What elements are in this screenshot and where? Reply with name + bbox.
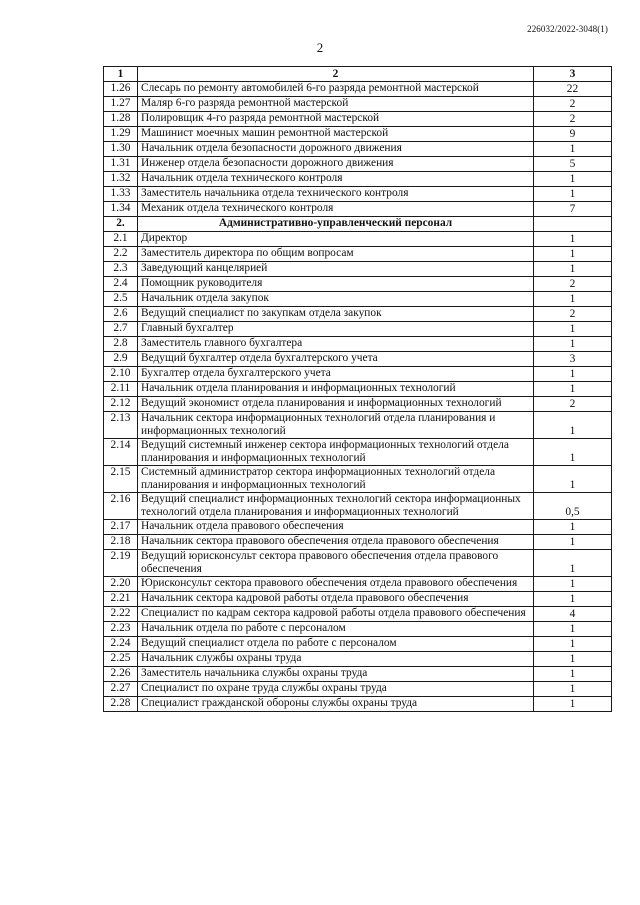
position-quantity: 1 [534, 247, 612, 262]
row-number: 1.32 [104, 172, 138, 187]
position-quantity: 1 [534, 262, 612, 277]
row-number: 2.4 [104, 277, 138, 292]
position-name: Маляр 6-го разряда ремонтной мастерской [138, 97, 534, 112]
position-name: Специалист по кадрам сектора кадровой работы отдела правового обеспечения [138, 607, 534, 622]
position-name: Бухгалтер отдела бухгалтерского учета [138, 367, 534, 382]
position-quantity: 1 [534, 172, 612, 187]
position-quantity: 1 [534, 322, 612, 337]
position-quantity: 1 [534, 292, 612, 307]
table-row [104, 142, 612, 157]
table-row [104, 520, 612, 535]
table-row [104, 397, 612, 412]
position-quantity: 1 [534, 367, 612, 382]
row-number: 2.15 [104, 466, 138, 493]
position-name: Ведущий специалист отдела по работе с персоналом [138, 637, 534, 652]
position-name: Начальник отдела по работе с персоналом [138, 622, 534, 637]
position-name: Механик отдела технического контроля [138, 202, 534, 217]
table-header-row [104, 67, 612, 82]
position-name: Юрисконсульт сектора правового обеспечения отдела правового обеспечения [138, 577, 534, 592]
row-number: 1.34 [104, 202, 138, 217]
row-number: 1.28 [104, 112, 138, 127]
position-name: Ведущий специалист информационных технологий сектора информационных технологий отдела планирования и информационных технологий [138, 493, 534, 520]
table-row [104, 466, 612, 493]
row-number: 2.17 [104, 520, 138, 535]
row-number: 2.12 [104, 397, 138, 412]
position-name: Полировщик 4-го разряда ремонтной мастерской [138, 112, 534, 127]
position-quantity: 0,5 [534, 493, 612, 520]
row-number: 2.26 [104, 667, 138, 682]
table-row [104, 592, 612, 607]
table-row [104, 682, 612, 697]
position-name: Ведущий системный инженер сектора информационных технологий отдела планирования и информационных технологий [138, 439, 534, 466]
position-quantity: 1 [534, 187, 612, 202]
row-number: 2.22 [104, 607, 138, 622]
position-name: Ведущий юрисконсульт сектора правового обеспечения отдела правового обеспечения [138, 550, 534, 577]
position-quantity [534, 217, 612, 232]
row-number: 1.27 [104, 97, 138, 112]
position-quantity: 1 [534, 337, 612, 352]
row-number: 2.14 [104, 439, 138, 466]
position-quantity: 1 [534, 637, 612, 652]
table-row [104, 622, 612, 637]
table-row [104, 493, 612, 520]
position-quantity: 1 [534, 682, 612, 697]
table-row [104, 382, 612, 397]
position-quantity: 2 [534, 397, 612, 412]
position-quantity: 2 [534, 307, 612, 322]
table-row [104, 337, 612, 352]
table-row [104, 535, 612, 550]
position-quantity: 1 [534, 652, 612, 667]
table-row [104, 577, 612, 592]
row-number: 2. [104, 217, 138, 232]
position-quantity: 1 [534, 592, 612, 607]
position-name: Начальник отдела технического контроля [138, 172, 534, 187]
row-number: 2.2 [104, 247, 138, 262]
row-number: 2.24 [104, 637, 138, 652]
position-name: Начальник сектора информационных технологий отдела планирования и информационных технологий [138, 412, 534, 439]
column-header-number: 1 [104, 67, 138, 82]
table-row [104, 697, 612, 712]
table-row [104, 277, 612, 292]
table-row [104, 187, 612, 202]
row-number: 2.10 [104, 367, 138, 382]
position-quantity: 1 [534, 667, 612, 682]
position-quantity: 4 [534, 607, 612, 622]
row-number: 1.33 [104, 187, 138, 202]
position-quantity: 1 [534, 697, 612, 712]
table-row [104, 652, 612, 667]
document-registration-number: 226032/2022-3048(1) [527, 24, 608, 34]
position-name: Заместитель директора по общим вопросам [138, 247, 534, 262]
row-number: 2.7 [104, 322, 138, 337]
position-name: Ведущий специалист по закупкам отдела закупок [138, 307, 534, 322]
table-row [104, 172, 612, 187]
section-row [104, 217, 612, 232]
table-row [104, 607, 612, 622]
table-row [104, 367, 612, 382]
position-name: Специалист по охране труда службы охраны труда [138, 682, 534, 697]
staffing-table-body [104, 67, 612, 712]
position-quantity: 22 [534, 82, 612, 97]
position-quantity: 1 [534, 577, 612, 592]
position-quantity: 1 [534, 382, 612, 397]
position-name: Административно-управленческий персонал [138, 217, 534, 232]
table-row [104, 127, 612, 142]
position-name: Начальник отдела правового обеспечения [138, 520, 534, 535]
position-name: Директор [138, 232, 534, 247]
position-name: Начальник службы охраны труда [138, 652, 534, 667]
position-quantity: 1 [534, 466, 612, 493]
position-name: Системный администратор сектора информационных технологий отдела планирования и информационных технологий [138, 466, 534, 493]
row-number: 2.13 [104, 412, 138, 439]
row-number: 2.6 [104, 307, 138, 322]
position-name: Ведущий бухгалтер отдела бухгалтерского учета [138, 352, 534, 367]
table-row [104, 637, 612, 652]
row-number: 2.21 [104, 592, 138, 607]
position-name: Главный бухгалтер [138, 322, 534, 337]
position-name: Инженер отдела безопасности дорожного движения [138, 157, 534, 172]
position-quantity: 1 [534, 232, 612, 247]
row-number: 2.25 [104, 652, 138, 667]
position-name: Слесарь по ремонту автомобилей 6-го разряда ремонтной мастерской [138, 82, 534, 97]
column-header-position: 2 [138, 67, 534, 82]
table-row [104, 202, 612, 217]
table-row [104, 412, 612, 439]
position-quantity: 1 [534, 535, 612, 550]
table-row [104, 247, 612, 262]
table-row [104, 307, 612, 322]
position-quantity: 1 [534, 412, 612, 439]
position-name: Заместитель главного бухгалтера [138, 337, 534, 352]
row-number: 2.23 [104, 622, 138, 637]
position-quantity: 5 [534, 157, 612, 172]
position-name: Помощник руководителя [138, 277, 534, 292]
position-name: Заведующий канцелярией [138, 262, 534, 277]
row-number: 2.9 [104, 352, 138, 367]
row-number: 2.18 [104, 535, 138, 550]
row-number: 1.31 [104, 157, 138, 172]
row-number: 1.30 [104, 142, 138, 157]
position-quantity: 2 [534, 112, 612, 127]
position-quantity: 3 [534, 352, 612, 367]
table-row [104, 262, 612, 277]
table-row [104, 352, 612, 367]
position-name: Заместитель начальника службы охраны труда [138, 667, 534, 682]
position-quantity: 7 [534, 202, 612, 217]
row-number: 2.1 [104, 232, 138, 247]
row-number: 1.26 [104, 82, 138, 97]
page-number: 2 [316, 40, 324, 55]
position-quantity: 1 [534, 439, 612, 466]
position-quantity: 1 [534, 142, 612, 157]
table-row [104, 157, 612, 172]
position-name: Начальник сектора правового обеспечения отдела правового обеспечения [138, 535, 534, 550]
row-number: 2.3 [104, 262, 138, 277]
table-row [104, 667, 612, 682]
table-row [104, 292, 612, 307]
position-name: Заместитель начальника отдела технического контроля [138, 187, 534, 202]
row-number: 2.5 [104, 292, 138, 307]
position-name: Начальник отдела планирования и информационных технологий [138, 382, 534, 397]
position-quantity: 2 [534, 277, 612, 292]
table-row [104, 550, 612, 577]
position-quantity: 2 [534, 97, 612, 112]
position-name: Машинист моечных машин ремонтной мастерской [138, 127, 534, 142]
row-number: 2.19 [104, 550, 138, 577]
row-number: 2.11 [104, 382, 138, 397]
row-number: 2.8 [104, 337, 138, 352]
position-name: Начальник отдела безопасности дорожного движения [138, 142, 534, 157]
position-quantity: 1 [534, 550, 612, 577]
position-quantity: 9 [534, 127, 612, 142]
table-row [104, 439, 612, 466]
position-name: Начальник отдела закупок [138, 292, 534, 307]
position-quantity: 1 [534, 622, 612, 637]
position-quantity: 1 [534, 520, 612, 535]
row-number: 2.28 [104, 697, 138, 712]
position-name: Ведущий экономист отдела планирования и информационных технологий [138, 397, 534, 412]
table-row [104, 112, 612, 127]
table-row [104, 322, 612, 337]
row-number: 2.20 [104, 577, 138, 592]
table-row [104, 232, 612, 247]
table-row [104, 97, 612, 112]
row-number: 2.27 [104, 682, 138, 697]
position-name: Специалист гражданской обороны службы охраны труда [138, 697, 534, 712]
row-number: 2.16 [104, 493, 138, 520]
staffing-table [103, 66, 612, 712]
position-name: Начальник сектора кадровой работы отдела правового обеспечения [138, 592, 534, 607]
table-row [104, 82, 612, 97]
column-header-quantity: 3 [534, 67, 612, 82]
row-number: 1.29 [104, 127, 138, 142]
